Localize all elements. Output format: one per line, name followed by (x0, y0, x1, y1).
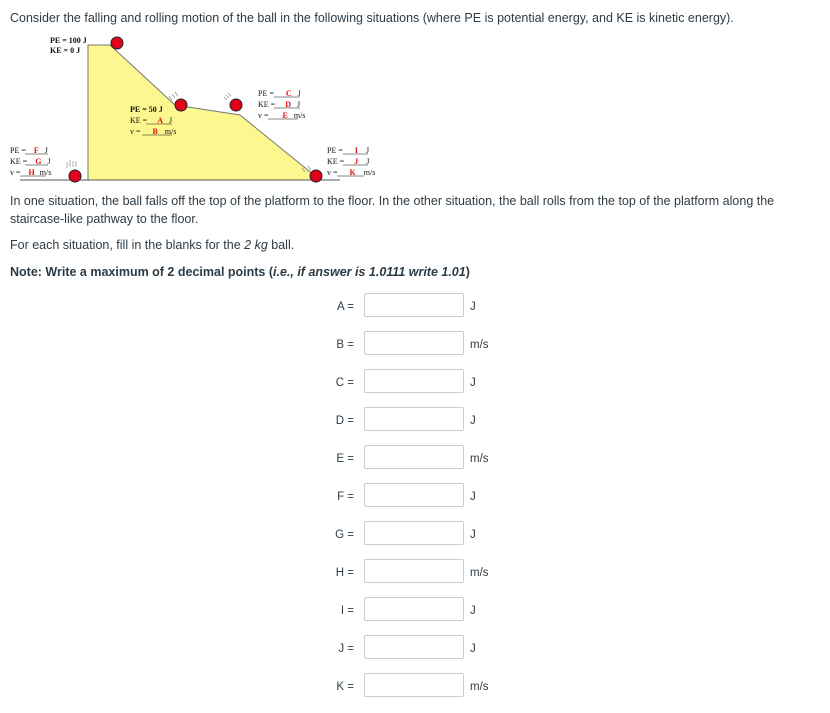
right-ke-label: KE = J J (327, 157, 370, 166)
ball-upper (230, 99, 242, 111)
answer-row (300, 673, 520, 703)
right-pe-label: PE = I J (327, 146, 370, 155)
answer-input[interactable] (364, 445, 464, 469)
mid-pe-label: PE = 50 J (130, 105, 163, 114)
answer-label: H = (335, 567, 354, 579)
answer-unit: J (470, 415, 476, 427)
answer-row (300, 445, 520, 475)
right-v-label: v = K m/s (327, 168, 376, 177)
answer-row (300, 559, 520, 589)
upper-v-label: v = E m/s (258, 111, 306, 120)
answer-input[interactable] (364, 597, 464, 621)
answer-label: J = (338, 643, 354, 655)
left-v-label: v = H m/s (10, 168, 52, 177)
answer-label: E = (336, 453, 354, 465)
answer-label: K = (336, 681, 354, 693)
left-pe-label: PE = F J (10, 146, 48, 155)
ball-right-floor (310, 170, 322, 182)
mid-ke-label: KE = A J (130, 116, 173, 125)
mid-v-label: v = B m/s (130, 127, 177, 136)
answer-label: A = (337, 301, 354, 313)
answer-input[interactable] (364, 521, 464, 545)
top-pe-label: PE = 100 J (50, 36, 87, 45)
answer-row (300, 597, 520, 627)
motion-diagram (0, 30, 830, 186)
answer-unit: m/s (470, 339, 489, 351)
answer-unit: m/s (470, 453, 489, 465)
top-ke-label: KE = 0 J (50, 46, 81, 55)
answer-label: C = (335, 377, 354, 389)
answer-input[interactable] (364, 369, 464, 393)
answer-label: F = (337, 491, 354, 503)
answer-unit: J (470, 605, 476, 617)
upper-ke-label: KE = D J (258, 100, 301, 109)
situation-description: In one situation, the ball falls off the top of the platform to the floor. In the other situation, the ball rolls from the top of the platform along the staircase-like pathway to the floor. (10, 194, 775, 226)
answer-unit: J (470, 529, 476, 541)
mass-value: 2 kg (244, 238, 268, 252)
answer-row (300, 635, 520, 665)
answer-input[interactable] (364, 635, 464, 659)
answer-row (300, 293, 520, 323)
answer-row (300, 369, 520, 399)
answer-input[interactable] (364, 483, 464, 507)
answer-input[interactable] (364, 293, 464, 317)
question-intro: Consider the falling and rolling motion of the ball in the following situations (where PE is potential energy, and KE is kinetic energy). (10, 11, 734, 25)
answer-unit: J (470, 377, 476, 389)
ball-top (111, 37, 123, 49)
rounding-note: Note: Write a maximum of 2 decimal points (i.e., if answer is 1.0111 write 1.01) (10, 265, 470, 279)
answer-input[interactable] (364, 673, 464, 697)
ball-left-floor (69, 170, 81, 182)
answer-row (300, 521, 520, 551)
answer-input[interactable] (364, 331, 464, 355)
answer-unit: J (470, 301, 476, 313)
answer-unit: m/s (470, 681, 489, 693)
answer-row (300, 483, 520, 513)
answer-label: G = (335, 529, 354, 541)
answer-unit: J (470, 643, 476, 655)
answer-input[interactable] (364, 559, 464, 583)
answer-label: B = (336, 339, 354, 351)
answer-label: I = (340, 605, 354, 617)
answer-unit: J (470, 491, 476, 503)
answer-label: D = (335, 415, 354, 427)
fill-instructions: For each situation, fill in the blanks for the 2 kg ball. (10, 238, 295, 252)
left-ke-label: KE = G J (10, 157, 51, 166)
ball-mid (175, 99, 187, 111)
upper-pe-label: PE = C J (258, 89, 301, 98)
answer-input[interactable] (364, 407, 464, 431)
answer-row (300, 331, 520, 361)
answer-unit: m/s (470, 567, 489, 579)
answer-row (300, 407, 520, 437)
